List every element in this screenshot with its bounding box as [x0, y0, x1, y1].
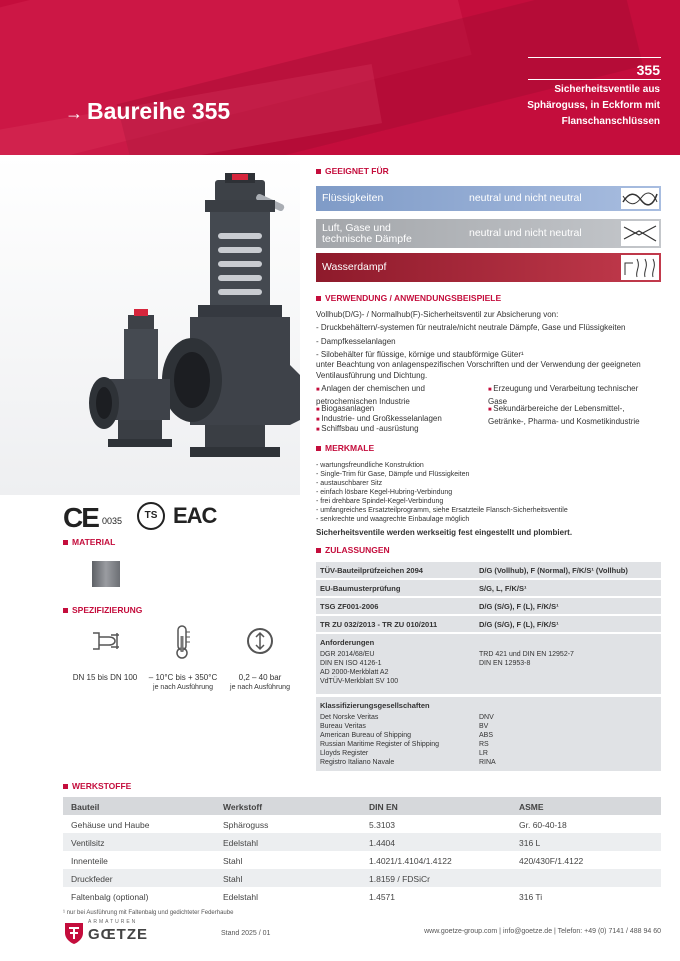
- section-heading-suitable: GEEIGNET FÜR: [316, 166, 389, 176]
- example-item: ■ Industrie- und Großkesselanlagen: [316, 413, 481, 426]
- example-item: ■ Biogasanlagen: [316, 403, 481, 416]
- example-item: ■ Anlagen der chemischen und petrochemischen Industrie: [316, 383, 481, 407]
- feature-item: - wartungsfreundliche Konstruktion: [316, 461, 424, 470]
- subtitle: Sicherheitsventile aus Sphäroguss, in Eckform mit Flanschanschlüssen: [527, 84, 660, 127]
- classification-box: [316, 697, 661, 771]
- column-header: Werkstoff: [223, 802, 263, 812]
- table-cell: Stahl: [223, 856, 243, 866]
- classification-name: Det Norske Veritas: [320, 714, 379, 721]
- feature-item: - umfangreiches Ersatzteilprogramm, siehe Ersatzteile Flansch-Sicherheitsventile: [316, 506, 568, 515]
- suitable-medium: Luft, Gase und technische Dämpfe: [322, 222, 412, 245]
- approval-name: EU-Baumusterprüfung: [320, 584, 401, 593]
- requirements-box: [316, 634, 661, 694]
- spec-size: DN 15 bis DN 100: [72, 673, 138, 682]
- approval-row: [316, 598, 661, 614]
- example-item: ■ Schiffsbau und -ausrüstung: [316, 423, 481, 436]
- usage-item: - Dampfkesselanlagen: [316, 336, 666, 347]
- suitable-row-liquids: [316, 186, 661, 211]
- eac-mark: EAC: [173, 503, 217, 528]
- section-heading-spec: SPEZIFIZIERUNG: [63, 605, 142, 615]
- series-number: 355: [636, 62, 660, 78]
- table-cell: Gehäuse und Haube: [71, 820, 150, 830]
- table-row: [63, 887, 661, 905]
- usage-note: unter Beachtung von anlagenspezifischen Vorschriften und der Verwendung der geeigneten Ventilausführung und Dichtung.: [316, 360, 641, 380]
- feature-item: - frei drehbare Spindel-Kegel-Verbindung: [316, 497, 443, 506]
- classification-code: RS: [479, 741, 489, 748]
- section-heading-materials-table: WERKSTOFFE: [63, 781, 131, 791]
- requirement-item: DIN EN ISO 4126-1: [320, 660, 382, 667]
- classification-name: Bureau Veritas: [320, 723, 366, 730]
- spec-note: je nach Ausführung: [153, 684, 213, 691]
- usage-intro: Vollhub(D/G)- / Normalhub(F)-Sicherheitsventil zur Absicherung von:: [316, 310, 559, 319]
- approval-name: TSG ZF001-2006: [320, 602, 379, 611]
- requirement-item: VdTÜV-Merkblatt SV 100: [320, 678, 399, 685]
- classification-code: LR: [479, 750, 488, 757]
- column-header: Bauteil: [71, 802, 100, 812]
- approval-row: [316, 580, 661, 596]
- contact-info: www.goetze-group.com | info@goetze.de | Telefon: +49 (0) 7141 / 488 94 60: [424, 928, 661, 935]
- header-banner: [0, 0, 680, 155]
- approval-value: S/G, L, F/K/S¹: [479, 584, 527, 593]
- requirement-item: AD 2000-Merkblatt A2: [320, 669, 389, 676]
- feature-item: - einfach lösbare Kegel-Hubring-Verbindung: [316, 488, 452, 497]
- table-cell: 1.4571: [369, 892, 395, 902]
- table-cell: Edelstahl: [223, 838, 258, 848]
- classification-code: RINA: [479, 759, 496, 766]
- approval-row: [316, 616, 661, 632]
- table-row: [63, 851, 661, 869]
- gas-icon: [621, 221, 659, 246]
- suitable-medium: Wasserdampf: [322, 261, 387, 273]
- document-date: Stand 2025 / 01: [221, 930, 271, 937]
- table-cell: Druckfeder: [71, 874, 113, 884]
- brand-name: GŒTZE: [88, 926, 148, 943]
- table-cell: Edelstahl: [223, 892, 258, 902]
- liquid-icon: [621, 188, 659, 209]
- table-cell: Gr. 60-40-18: [519, 820, 567, 830]
- divider: [528, 79, 661, 80]
- spec-temperature: – 10°C bis + 350°C: [148, 673, 218, 682]
- usage-item: - Silobehälter für flüssige, körnige und staubförmige Güter¹: [316, 349, 666, 360]
- classification-name: Registro Italiano Navale: [320, 759, 395, 766]
- column-header: DIN EN: [369, 802, 398, 812]
- suitable-property: neutral und nicht neutral: [469, 227, 582, 239]
- table-cell: Ventilsitz: [71, 838, 105, 848]
- material-swatch: [92, 561, 120, 587]
- features-note: Sicherheitsventile werden werkseitig fest eingestellt und plombiert.: [316, 528, 573, 537]
- classification-code: DNV: [479, 714, 494, 721]
- spec-note: je nach Ausführung: [230, 684, 290, 691]
- table-cell: 1.4404: [369, 838, 395, 848]
- thermometer-icon: [172, 624, 192, 665]
- table-cell: 420/430F/1.4122: [519, 856, 584, 866]
- divider: [528, 57, 661, 58]
- valve-illustration: [0, 155, 300, 495]
- classification-code: ABS: [479, 732, 494, 739]
- feature-item: - austauschbarer Sitz: [316, 479, 382, 488]
- section-heading-usage: VERWENDUNG / ANWENDUNGSBEISPIELE: [316, 293, 501, 303]
- suitable-property: neutral und nicht neutral: [469, 192, 582, 204]
- footnote: ¹ nur bei Ausführung mit Faltenbalg und gedichteter Federhaube: [63, 910, 234, 916]
- usage-item: - Druckbehältern/-systemen für neutrale/nicht neutrale Dämpfe, Gase und Flüssigkeiten: [316, 322, 666, 333]
- feature-item: - Single-Trim für Gase, Dämpfe und Flüssigkeiten: [316, 470, 469, 479]
- table-cell: Faltenbalg (optional): [71, 892, 149, 902]
- flange-icon: [87, 627, 123, 660]
- approval-value: D/G (Vollhub), F (Normal), F/K/S¹ (Vollhub): [479, 566, 628, 575]
- classification-title: Klassifizierungsgesellschaften: [320, 701, 430, 710]
- requirements-title: Anforderungen: [320, 638, 375, 647]
- suitable-row-steam: [316, 253, 661, 282]
- suitable-row-gases: [316, 219, 661, 248]
- table-cell: 1.8159 / FDSiCr: [369, 874, 430, 884]
- brand-subline: ARMATUREN: [88, 919, 138, 925]
- spec-pressure: 0,2 – 40 bar: [238, 673, 282, 682]
- table-cell: Stahl: [223, 874, 243, 884]
- table-cell: 1.4021/1.4104/1.4122: [369, 856, 452, 866]
- requirement-item: DGR 2014/68/EU: [320, 651, 375, 658]
- table-cell: Innenteile: [71, 856, 108, 866]
- arrow-icon: →: [65, 103, 83, 123]
- table-cell: 316 L: [519, 838, 541, 848]
- page-title: Baureihe 355: [87, 98, 231, 124]
- section-heading-features: MERKMALE: [316, 443, 374, 453]
- approval-value: D/G (S/G), F (L), F/K/S¹: [479, 620, 559, 629]
- table-row: [63, 815, 661, 833]
- pressure-icon: [246, 627, 274, 660]
- product-image: [0, 155, 300, 495]
- classification-name: Lloyds Register: [320, 750, 369, 757]
- table-header: [63, 797, 661, 815]
- approval-row: [316, 562, 661, 578]
- section-heading-material: MATERIAL: [63, 537, 115, 547]
- table-row: [63, 869, 661, 887]
- ce-mark: CE: [63, 502, 98, 533]
- approval-name: TÜV-Bauteilprüfzeichen 2094: [320, 566, 423, 575]
- table-row: [63, 833, 661, 851]
- section-heading-approvals: ZULASSUNGEN: [316, 545, 390, 555]
- approval-value: D/G (S/G), F (L), F/K/S¹: [479, 602, 559, 611]
- table-cell: 5.3103: [369, 820, 395, 830]
- feature-item: - senkrechte und waagrechte Einbaulage möglich: [316, 515, 469, 524]
- classification-name: American Bureau of Shipping: [320, 732, 412, 739]
- table-cell: Sphäroguss: [223, 820, 269, 830]
- requirement-item: DIN EN 12953-8: [479, 660, 531, 667]
- column-header: ASME: [519, 802, 544, 812]
- goetze-logo-icon: [63, 921, 85, 950]
- example-item: ■ Sekundärbereiche der Lebensmittel-, Getränke-, Pharma- und Kosmetikindustrie: [488, 403, 663, 427]
- requirement-item: TRD 421 und DIN EN 12952-7: [479, 651, 574, 658]
- steam-icon: [621, 255, 659, 280]
- ce-number: 0035: [102, 516, 123, 526]
- classification-name: Russian Maritime Register of Shipping: [320, 741, 440, 748]
- classification-code: BV: [479, 723, 489, 730]
- example-item: ■ Erzeugung und Verarbeitung technischer Gase: [488, 383, 658, 407]
- suitable-medium: Flüssigkeiten: [322, 192, 384, 204]
- approval-name: TR ZU 032/2013 - TR ZU 010/2011: [320, 620, 438, 629]
- ts-mark: TS: [137, 502, 165, 530]
- table-cell: 316 Ti: [519, 892, 543, 902]
